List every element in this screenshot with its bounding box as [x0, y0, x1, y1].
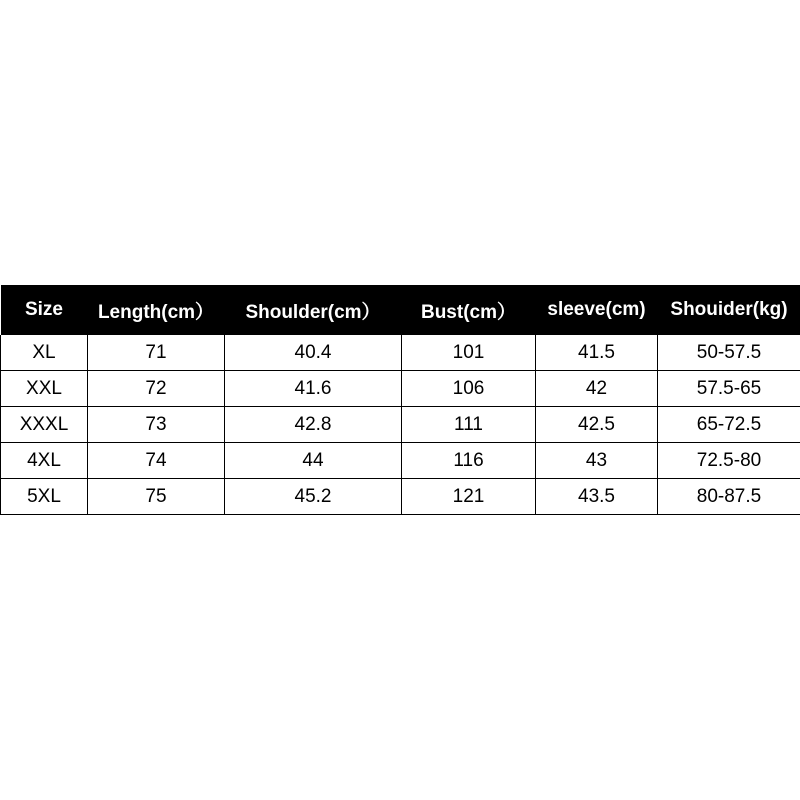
cell-length: 75: [88, 479, 225, 515]
cell-bust: 111: [402, 407, 536, 443]
cell-sleeve: 41.5: [536, 335, 658, 371]
cell-weight: 80-87.5: [658, 479, 800, 515]
cell-weight: 72.5-80: [658, 443, 800, 479]
cell-shoulder: 42.8: [225, 407, 402, 443]
header-weight: Shouider(kg): [658, 285, 800, 335]
table-row: [1, 443, 800, 479]
cell-bust: 101: [402, 335, 536, 371]
cell-shoulder: 41.6: [225, 371, 402, 407]
cell-shoulder: 44: [225, 443, 402, 479]
header-size: Size: [1, 285, 88, 335]
cell-length: 74: [88, 443, 225, 479]
cell-shoulder: 40.4: [225, 335, 402, 371]
header-sleeve: sleeve(cm): [536, 285, 658, 335]
table-header-row: [1, 285, 800, 335]
cell-size: XXXL: [1, 407, 88, 443]
table-row: [1, 371, 800, 407]
cell-sleeve: 43.5: [536, 479, 658, 515]
cell-size: 5XL: [1, 479, 88, 515]
size-chart-table: [0, 285, 800, 515]
cell-sleeve: 42.5: [536, 407, 658, 443]
cell-weight: 65-72.5: [658, 407, 800, 443]
cell-size: XXL: [1, 371, 88, 407]
cell-length: 73: [88, 407, 225, 443]
table-row: [1, 407, 800, 443]
header-bust: Bust(cm）: [402, 285, 536, 335]
table-row: [1, 335, 800, 371]
cell-length: 72: [88, 371, 225, 407]
cell-length: 71: [88, 335, 225, 371]
cell-bust: 106: [402, 371, 536, 407]
cell-size: XL: [1, 335, 88, 371]
cell-weight: 50-57.5: [658, 335, 800, 371]
cell-sleeve: 43: [536, 443, 658, 479]
cell-weight: 57.5-65: [658, 371, 800, 407]
cell-shoulder: 45.2: [225, 479, 402, 515]
table-row: [1, 479, 800, 515]
header-shoulder: Shoulder(cm）: [225, 285, 402, 335]
cell-size: 4XL: [1, 443, 88, 479]
cell-bust: 116: [402, 443, 536, 479]
cell-bust: 121: [402, 479, 536, 515]
header-length: Length(cm）: [88, 285, 225, 335]
cell-sleeve: 42: [536, 371, 658, 407]
